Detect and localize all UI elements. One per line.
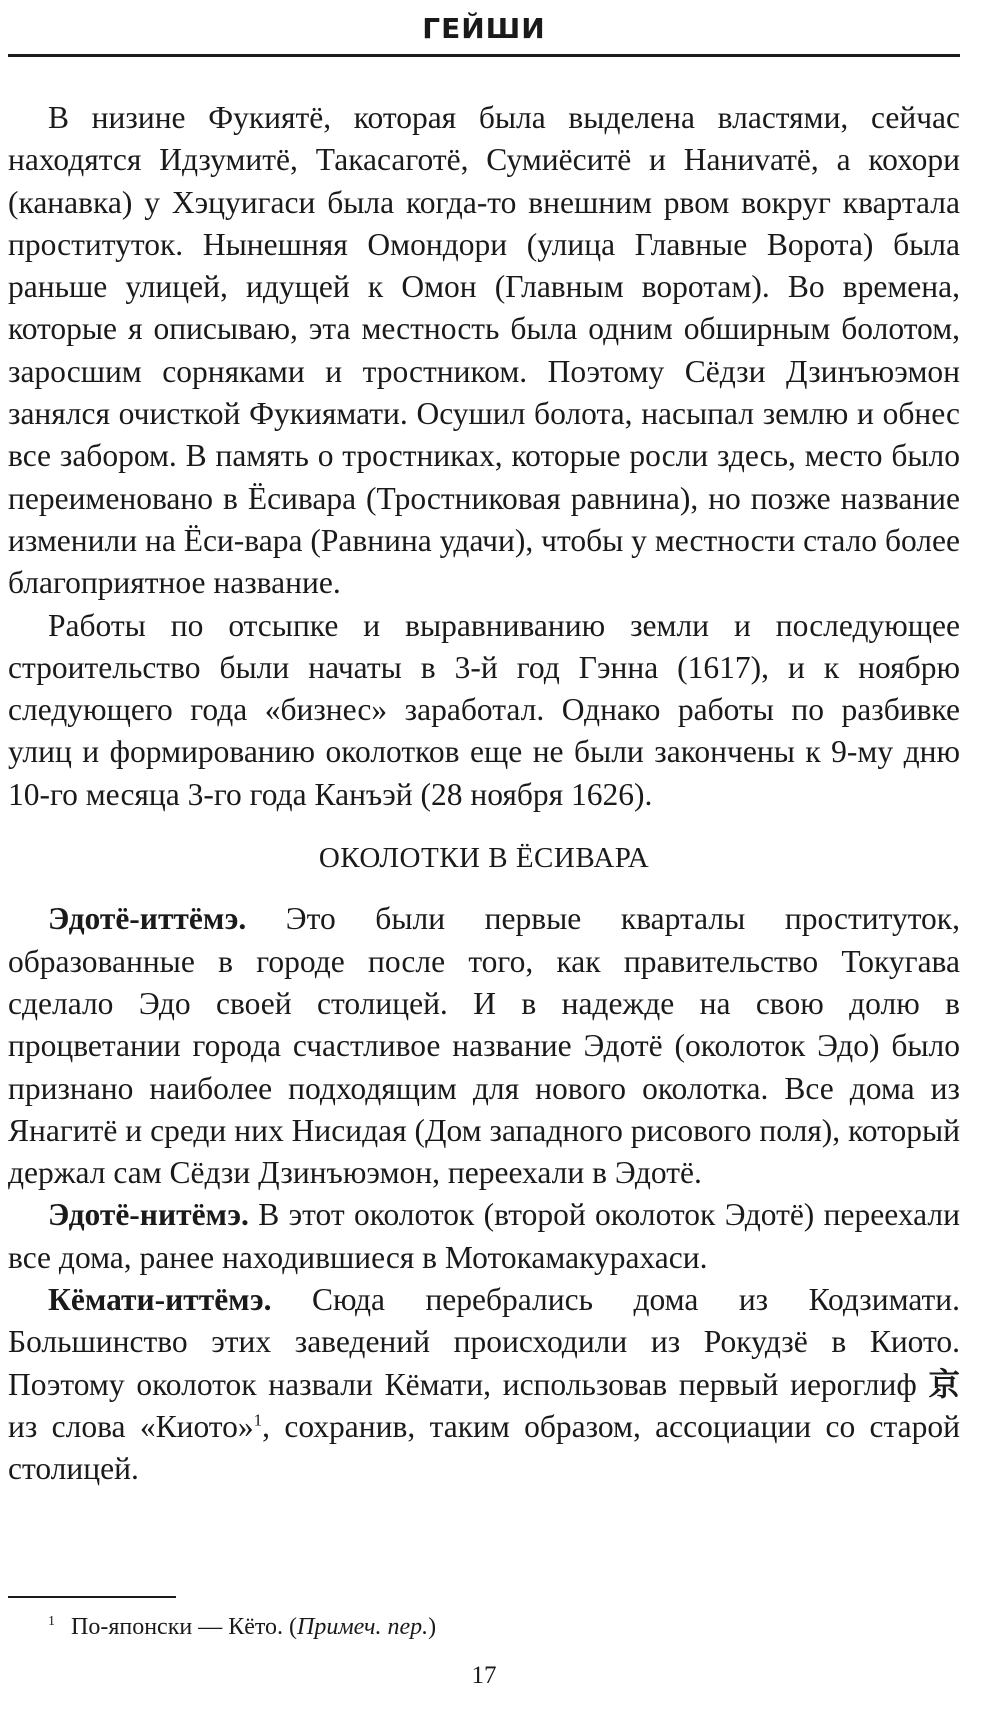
entry-edocho-nichome <box>8 1194 960 1279</box>
footnote-note: Примеч. пер. <box>297 1614 429 1640</box>
entry-text: Это были первые кварталы проституток, образованные в городе после того, как правительство Токугава сделало Эдо своей столицей. И в надежде на свою долю в процветании города счастливое название Эдотё (околоток Эдо) было признано наиболее подходящим для нового околотка. Все дома из Янагитё и среди них Нисидая (Дом западного рисового поля), который держал сам Сёдзи Дзинъюэмон, переехали в Эдотё. <box>8 901 960 1191</box>
entry-term: Эдотё-нитёмэ. <box>48 1197 249 1233</box>
footnote <box>48 1612 948 1642</box>
entry-term: Эдотё-иттёмэ. <box>48 901 247 937</box>
footnote-mark: 1 <box>48 1614 55 1629</box>
entry-term: Кёмати-иттёмэ. <box>48 1282 272 1318</box>
header-rule <box>8 54 960 57</box>
footnote-close: ) <box>428 1614 437 1640</box>
section-heading: ОКОЛОТКИ В ЁСИВАРА <box>318 842 650 875</box>
paragraph-construction: Работы по отсыпке и выравниванию земли и последующее строительство были начаты в 3-й год Гэнна (1617), и к ноябрю следующего года «бизнес» заработал. Однако работы по разбивке улиц и формированию околотков еще не были закончены к 9-му дню 10-го месяца 3-го года Канъэй (28 ноября 1626). <box>8 607 960 812</box>
running-head: ГЕЙШИ <box>422 12 546 45</box>
footnote-text: По-японски — Кёто. ( <box>71 1614 298 1640</box>
kanji-kyo: 京 <box>928 1366 960 1403</box>
footnote-rule <box>8 1596 176 1598</box>
paragraph-fukiyacho: В низине Фукиятё, которая была выделена властями, сейчас находятся Идзумитё, Такасаготё, Сумиёситё и Наниvатё, а кохори (канавка) у Хэцуигаси была когда-то внешним рвом вокруг квартала проституток. Нынешняя Омондори (улица Главные Ворота) была раньше улицей, идущей к Омон (Главным воротам). Во времена, которые я описываю, эта местность была одним обширным болотом, заросшим сорняками и тростником. Поэтому Сёдзи Дзинъюэмон занялся очисткой Фукиямати. Осушил болота, насыпал землю и обнес все забором. В память о тростниках, которые росли здесь, место было переименовано в Ёсивара (Тростниковая равнина), но позже название изменили на Ёси-вара (Равнина удачи), чтобы у местности стало более благоприятное название. <box>8 100 960 601</box>
entry-text: из слова «Киото» <box>8 1408 254 1444</box>
entry-text: Сюда перебрались дома из Кодзимати. Большинство этих заведений происходили из Рокудзё в Киото. Поэтому околоток назвали Кёмати, использовав первый иероглиф <box>8 1282 960 1402</box>
entry-text: , сохранив, таким образом, ассоциации со старой столицей. <box>8 1408 960 1487</box>
entry-edocho-ittome <box>8 898 960 1194</box>
page-number: 17 <box>471 1662 497 1689</box>
entry-text: В этот околоток (второй околоток Эдотё) переехали все дома, ранее находившиеся в Мотокамакурахаси. <box>8 1197 960 1275</box>
body-text <box>8 97 960 1491</box>
entry-kyomachi-ittome <box>8 1279 960 1490</box>
footnote-reference[interactable]: 1 <box>253 1410 263 1430</box>
